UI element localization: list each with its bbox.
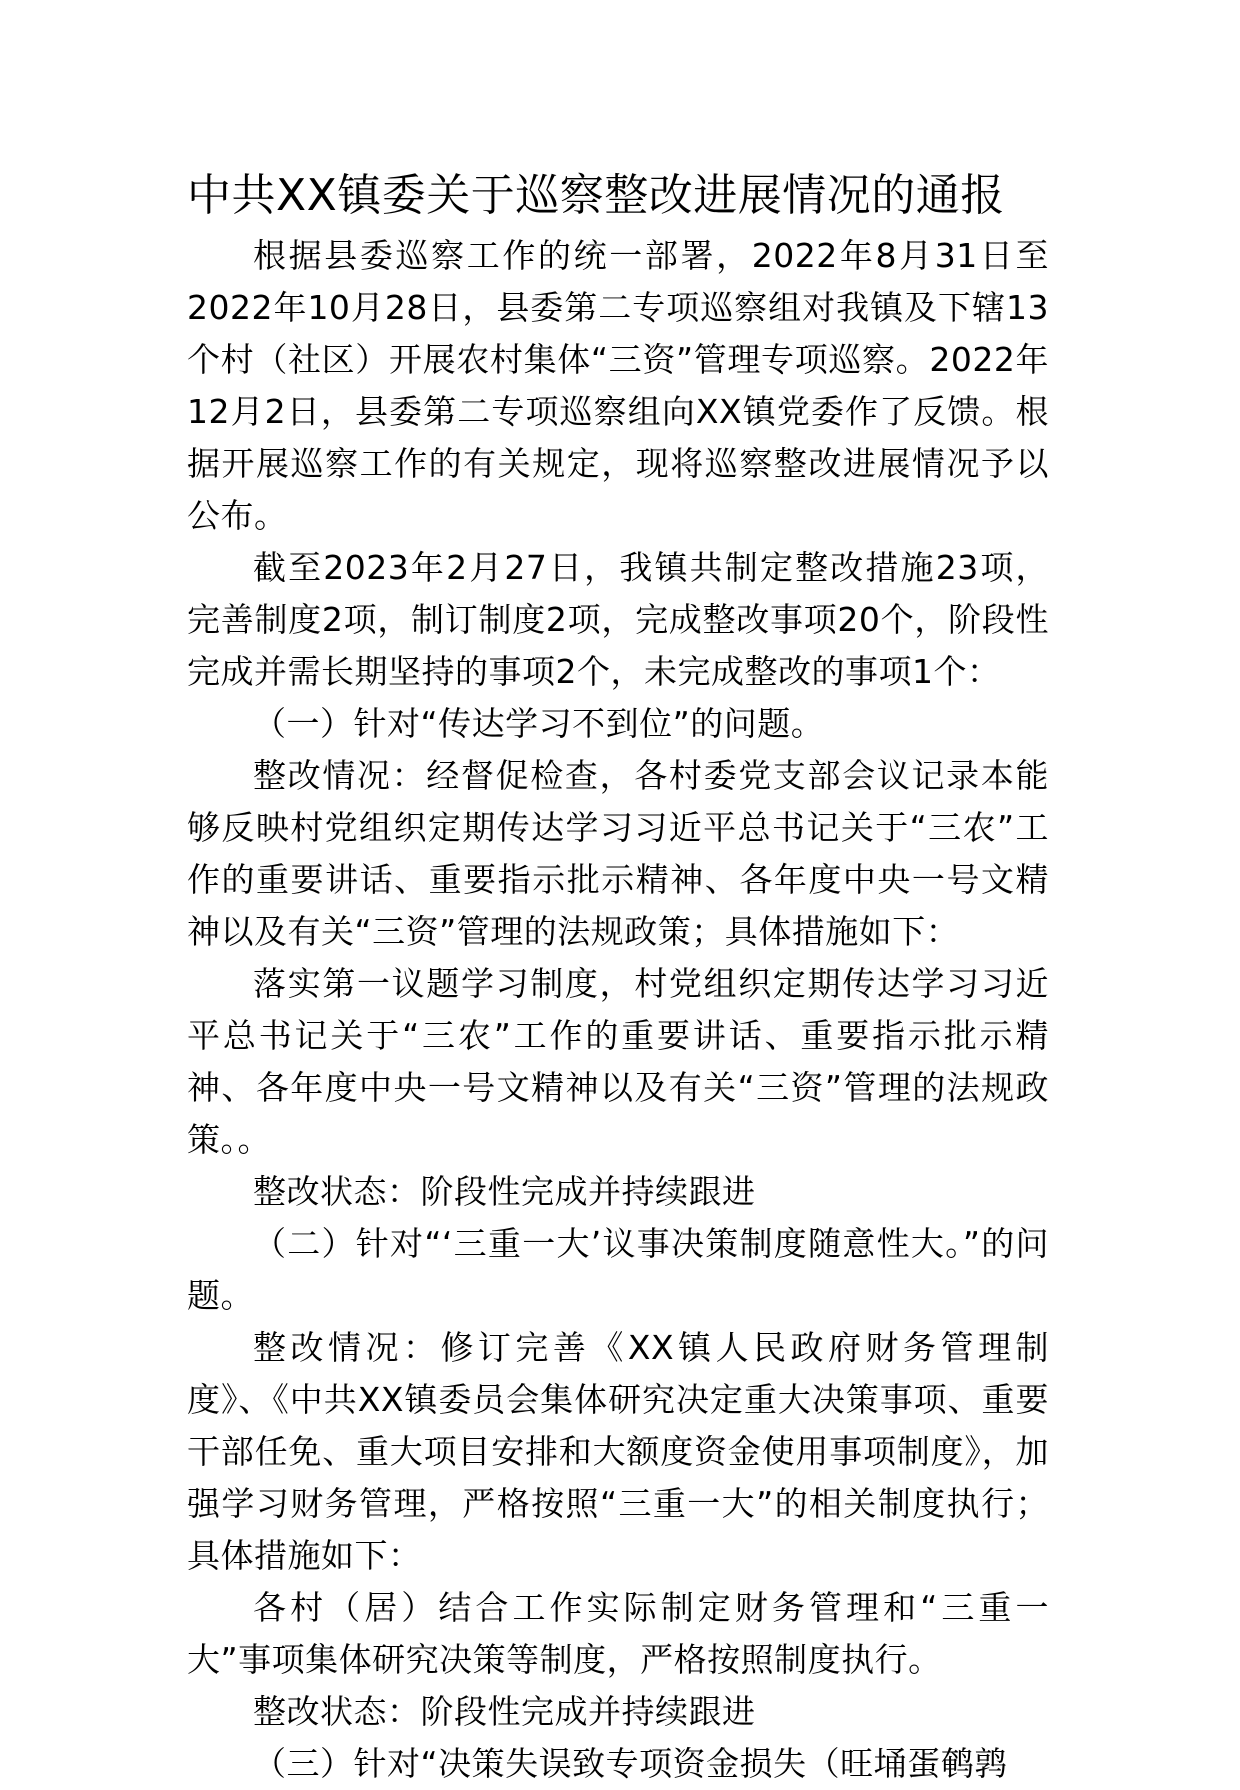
paragraph-rectification-2: 整改情况：修订完善《XX镇人民政府财务管理制度》、《中共XX镇委员会集体研究决定重大决策事项、重要干部任免、重大项目安排和大额度资金使用事项制度》，加强学习财务管理，严格按照“三重一大”的相关制度执行；具体措施如下： [187, 1328, 1049, 1575]
paragraph-measure-1: 落实第一议题学习制度，村党组织定期传达学习习近平总书记关于“三农”工作的重要讲话、重要指示批示精神、各年度中央一号文精神以及有关“三资”管理的法规政策。。 [187, 964, 1049, 1159]
paragraph-measure-2: 各村（居）结合工作实际制定财务管理和“三重一大”事项集体研究决策等制度，严格按照制度执行。 [187, 1588, 1049, 1679]
section-heading-2: （二）针对“‘三重一大’议事决策制度随意性大。”的问题。 [187, 1224, 1049, 1315]
paragraph-summary: 截至2023年2月27日，我镇共制定整改措施23项，完善制度2项，制订制度2项，完成整改事项20个，阶段性完成并需长期坚持的事项2个，未完成整改的事项1个： [187, 548, 1049, 691]
section-heading-3: （三）针对“决策失误致专项资金损失（旺埇蛋鹌鹑 [253, 1744, 1008, 1783]
document-title: 中共XX镇委关于巡察整改进展情况的通报 [187, 170, 1005, 221]
paragraph-status-2: 整改状态：阶段性完成并持续跟进 [253, 1692, 756, 1731]
paragraph-status-1: 整改状态：阶段性完成并持续跟进 [253, 1172, 756, 1211]
paragraph-rectification-1: 整改情况：经督促检查，各村委党支部会议记录本能够反映村党组织定期传达学习习近平总书记关于“三农”工作的重要讲话、重要指示批示精神、各年度中央一号文精神以及有关“三资”管理的法规政策；具体措施如下： [187, 756, 1049, 951]
document-body [187, 168, 1049, 1790]
section-heading-1: （一）针对“传达学习不到位”的问题。 [253, 704, 825, 743]
paragraph-intro: 根据县委巡察工作的统一部署，2022年8月31日至2022年10月28日，县委第二专项巡察组对我镇及下辖13个村（社区）开展农村集体“三资”管理专项巡察。2022年12月2日，县委第二专项巡察组向XX镇党委作了反馈。根据开展巡察工作的有关规定，现将巡察整改进展情况予以公布。 [187, 236, 1049, 535]
